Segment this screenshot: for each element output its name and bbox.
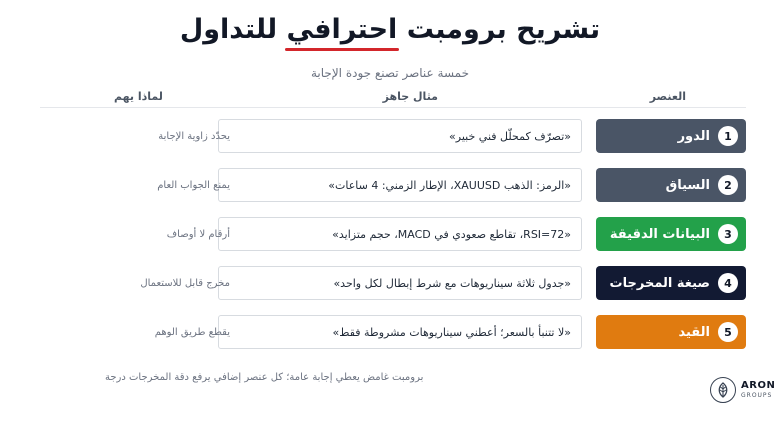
- why-text: مخرج قابل للاستعمال: [140, 277, 230, 289]
- element-label: الدور: [677, 128, 710, 144]
- table-row: [0, 119, 780, 153]
- example-box: «RSI=72، تقاطع صعودي في MACD، حجم متزايد»: [218, 217, 582, 251]
- table-row: [0, 168, 780, 202]
- example-box: «لا تتنبأ بالسعر؛ أعطني سيناريوهات مشروطة فقط»: [218, 315, 582, 349]
- title-part-2: للتداول: [179, 14, 287, 45]
- table-row: [0, 266, 780, 300]
- step-number: 5: [718, 322, 738, 342]
- element-label: صيغة المخرجات: [609, 275, 710, 291]
- step-number: 4: [718, 273, 738, 293]
- column-header-why: لماذا يهم: [114, 90, 163, 103]
- element-label: القيد: [678, 324, 710, 340]
- element-badge-output-format: [596, 266, 746, 300]
- column-header-element: العنصر: [649, 90, 686, 103]
- table-row: [0, 315, 780, 349]
- element-badge-constraint: [596, 315, 746, 349]
- brand-logo: [710, 377, 775, 403]
- title-highlight: احترافي: [286, 14, 398, 45]
- aron-leaf-logo-icon: [710, 377, 736, 403]
- why-text: يقطع طريق الوهم: [154, 326, 230, 338]
- title-area: [0, 14, 780, 45]
- page-title: [180, 14, 600, 45]
- column-header-example: مثال جاهز: [382, 90, 438, 103]
- logo-name: ARON: [741, 380, 776, 391]
- title-part-1: تشريح برومبت: [397, 14, 601, 45]
- example-box: «جدول ثلاثة سيناريوهات مع شرط إبطال لكل واحد»: [218, 266, 582, 300]
- logo-sub: GROUPS: [741, 392, 773, 399]
- element-label: السياق: [665, 177, 710, 193]
- table-row: [0, 217, 780, 251]
- why-text: أرقام لا أوصاف: [166, 228, 230, 240]
- element-badge-data: [596, 217, 746, 251]
- why-text: يحدّد زاوية الإجابة: [158, 130, 230, 142]
- element-label: البيانات الدقيقة: [609, 226, 710, 242]
- page-subtitle: خمسة عناصر تصنع جودة الإجابة: [310, 66, 470, 80]
- logo-text: [741, 381, 775, 399]
- example-box: «الرمز: الذهب XAUUSD، الإطار الزمني: 4 ساعات»: [218, 168, 582, 202]
- element-badge-context: [596, 168, 746, 202]
- footer-note: برومبت غامض يعطي إجابة عامة؛ كل عنصر إضافي يرفع دقة المخرجات درجة: [105, 372, 424, 383]
- element-badge-role: [596, 119, 746, 153]
- example-box: «تصرّف كمحلّل فني خبير»: [218, 119, 582, 153]
- why-text: يمنع الجواب العام: [157, 179, 230, 191]
- table-header: [40, 90, 746, 108]
- step-number: 3: [718, 224, 738, 244]
- header-divider: [40, 107, 746, 108]
- step-number: 2: [718, 175, 738, 195]
- step-number: 1: [718, 126, 738, 146]
